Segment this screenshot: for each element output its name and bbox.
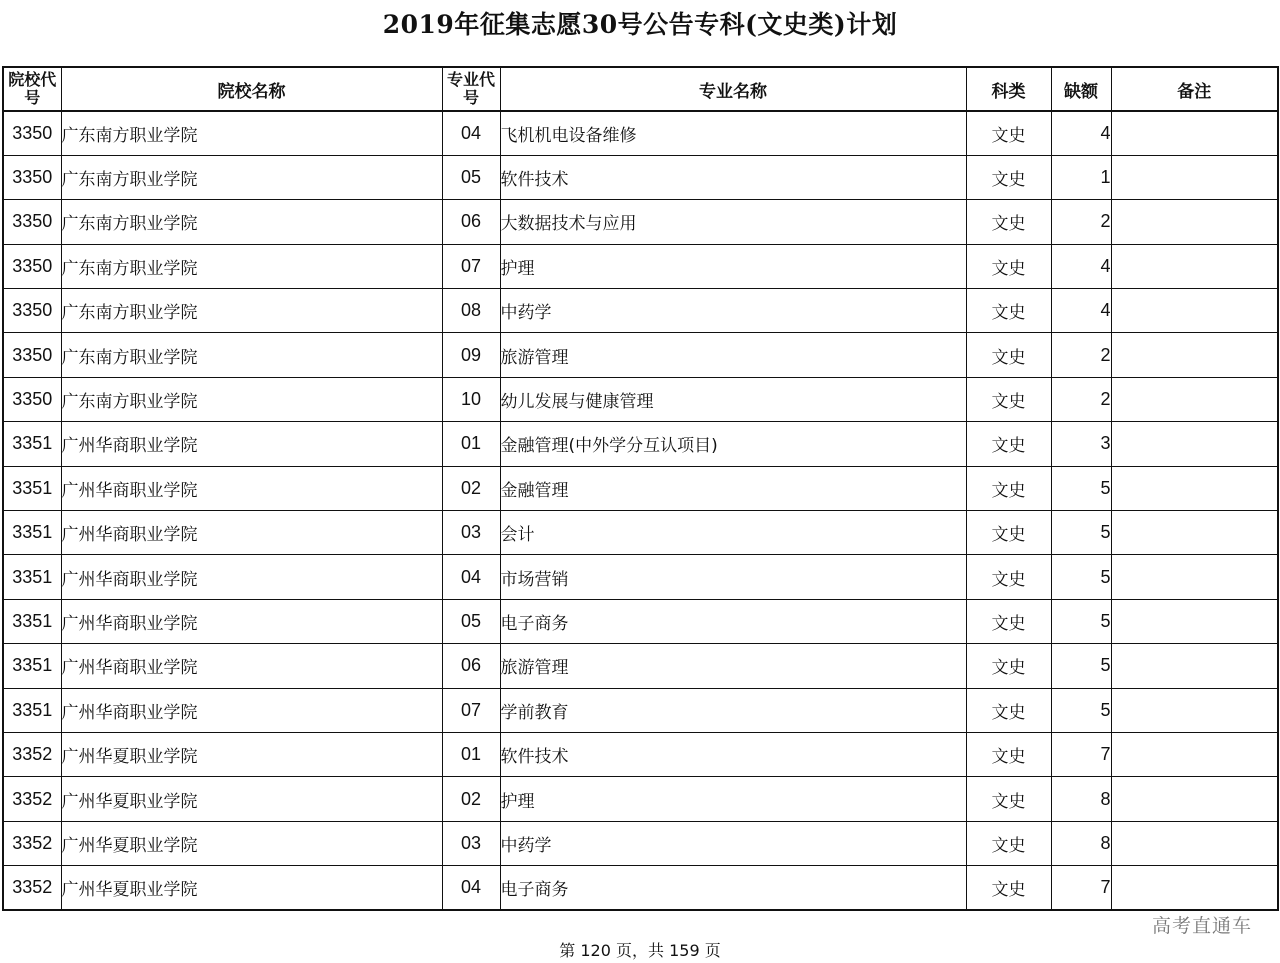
- cell-school-code: 3351: [3, 555, 61, 599]
- cell-school-name: 广州华商职业学院: [61, 688, 442, 732]
- cell-vacancy: 4: [1051, 244, 1111, 288]
- cell-vacancy: 4: [1051, 111, 1111, 155]
- cell-vacancy: 5: [1051, 511, 1111, 555]
- cell-vacancy: 7: [1051, 732, 1111, 776]
- cell-major-code: 03: [442, 821, 500, 865]
- page-title: 2019年征集志愿30号公告专科(文史类)计划: [382, 10, 898, 39]
- cell-major-code: 03: [442, 511, 500, 555]
- table-row: [3, 821, 1278, 865]
- cell-category: 文史: [966, 111, 1051, 155]
- cell-major-code: 09: [442, 333, 500, 377]
- cell-category: 文史: [966, 555, 1051, 599]
- cell-vacancy: 5: [1051, 688, 1111, 732]
- cell-school-code: 3350: [3, 333, 61, 377]
- cell-school-code: 3350: [3, 377, 61, 421]
- cell-major-name: 会计: [500, 511, 966, 555]
- table-row: [3, 422, 1278, 466]
- header-major-code: 专业代号: [442, 67, 500, 111]
- cell-category: 文史: [966, 466, 1051, 510]
- cell-major-name: 市场营销: [500, 555, 966, 599]
- cell-category: 文史: [966, 866, 1051, 910]
- cell-school-code: 3350: [3, 111, 61, 155]
- table-row: [3, 511, 1278, 555]
- table-row: [3, 732, 1278, 776]
- table-row: [3, 377, 1278, 421]
- table-row: [3, 555, 1278, 599]
- cell-school-code: 3351: [3, 466, 61, 510]
- cell-major-code: 01: [442, 422, 500, 466]
- cell-major-name: 旅游管理: [500, 644, 966, 688]
- cell-category: 文史: [966, 688, 1051, 732]
- table-row: [3, 333, 1278, 377]
- cell-school-name: 广州华夏职业学院: [61, 866, 442, 910]
- cell-major-code: 07: [442, 244, 500, 288]
- cell-school-name: 广州华夏职业学院: [61, 777, 442, 821]
- cell-vacancy: 2: [1051, 200, 1111, 244]
- table-row: [3, 111, 1278, 155]
- cell-vacancy: 5: [1051, 644, 1111, 688]
- table-row: [3, 644, 1278, 688]
- cell-remarks: [1111, 732, 1278, 776]
- cell-school-name: 广州华商职业学院: [61, 555, 442, 599]
- cell-school-name: 广州华夏职业学院: [61, 821, 442, 865]
- cell-major-name: 飞机机电设备维修: [500, 111, 966, 155]
- cell-major-name: 幼儿发展与健康管理: [500, 377, 966, 421]
- table-row: [3, 466, 1278, 510]
- cell-major-code: 02: [442, 466, 500, 510]
- table-row: [3, 688, 1278, 732]
- cell-major-code: 06: [442, 644, 500, 688]
- cell-school-code: 3351: [3, 644, 61, 688]
- cell-major-code: 05: [442, 599, 500, 643]
- cell-major-name: 护理: [500, 244, 966, 288]
- cell-remarks: [1111, 333, 1278, 377]
- cell-school-code: 3351: [3, 688, 61, 732]
- cell-major-name: 大数据技术与应用: [500, 200, 966, 244]
- cell-major-name: 学前教育: [500, 688, 966, 732]
- table-body: [3, 111, 1278, 910]
- cell-category: 文史: [966, 333, 1051, 377]
- table-row: [3, 289, 1278, 333]
- cell-school-name: 广东南方职业学院: [61, 111, 442, 155]
- cell-major-name: 中药学: [500, 821, 966, 865]
- header-major-name: 专业名称: [500, 67, 966, 111]
- cell-major-code: 05: [442, 155, 500, 199]
- cell-school-code: 3350: [3, 155, 61, 199]
- cell-school-name: 广东南方职业学院: [61, 289, 442, 333]
- cell-major-code: 07: [442, 688, 500, 732]
- cell-major-code: 08: [442, 289, 500, 333]
- cell-school-name: 广东南方职业学院: [61, 333, 442, 377]
- cell-major-code: 04: [442, 555, 500, 599]
- cell-major-name: 电子商务: [500, 866, 966, 910]
- cell-school-name: 广东南方职业学院: [61, 244, 442, 288]
- cell-major-code: 06: [442, 200, 500, 244]
- cell-major-code: 10: [442, 377, 500, 421]
- table-row: [3, 599, 1278, 643]
- cell-remarks: [1111, 466, 1278, 510]
- header-vacancy: 缺额: [1051, 67, 1111, 111]
- watermark: 高考直通车: [1151, 915, 1252, 937]
- cell-major-name: 中药学: [500, 289, 966, 333]
- cell-school-code: 3352: [3, 732, 61, 776]
- cell-major-name: 金融管理: [500, 466, 966, 510]
- cell-school-code: 3350: [3, 244, 61, 288]
- cell-school-name: 广州华夏职业学院: [61, 732, 442, 776]
- cell-major-code: 04: [442, 866, 500, 910]
- cell-remarks: [1111, 599, 1278, 643]
- header-school-code: 院校代号: [3, 67, 61, 111]
- cell-school-code: 3352: [3, 866, 61, 910]
- cell-vacancy: 5: [1051, 599, 1111, 643]
- cell-category: 文史: [966, 422, 1051, 466]
- cell-remarks: [1111, 377, 1278, 421]
- cell-category: 文史: [966, 644, 1051, 688]
- cell-vacancy: 8: [1051, 821, 1111, 865]
- cell-major-name: 护理: [500, 777, 966, 821]
- cell-school-name: 广州华商职业学院: [61, 511, 442, 555]
- table-row: [3, 244, 1278, 288]
- cell-school-code: 3350: [3, 200, 61, 244]
- cell-remarks: [1111, 422, 1278, 466]
- table-row: [3, 155, 1278, 199]
- table-row: [3, 200, 1278, 244]
- cell-major-name: 软件技术: [500, 732, 966, 776]
- cell-school-code: 3351: [3, 422, 61, 466]
- cell-school-code: 3352: [3, 777, 61, 821]
- cell-category: 文史: [966, 155, 1051, 199]
- cell-category: 文史: [966, 821, 1051, 865]
- cell-major-code: 01: [442, 732, 500, 776]
- cell-school-name: 广州华商职业学院: [61, 599, 442, 643]
- header-category: 科类: [966, 67, 1051, 111]
- cell-remarks: [1111, 289, 1278, 333]
- cell-vacancy: 5: [1051, 555, 1111, 599]
- cell-remarks: [1111, 644, 1278, 688]
- cell-vacancy: 7: [1051, 866, 1111, 910]
- cell-school-code: 3351: [3, 511, 61, 555]
- header-remarks: 备注: [1111, 67, 1278, 111]
- page-footer: 第 120 页，共 159 页: [559, 941, 721, 960]
- cell-remarks: [1111, 511, 1278, 555]
- cell-category: 文史: [966, 511, 1051, 555]
- cell-school-name: 广东南方职业学院: [61, 155, 442, 199]
- cell-major-name: 电子商务: [500, 599, 966, 643]
- cell-remarks: [1111, 200, 1278, 244]
- cell-remarks: [1111, 244, 1278, 288]
- plan-table: [2, 66, 1279, 911]
- cell-remarks: [1111, 688, 1278, 732]
- cell-category: 文史: [966, 289, 1051, 333]
- cell-school-code: 3350: [3, 289, 61, 333]
- cell-major-code: 02: [442, 777, 500, 821]
- table-row: [3, 777, 1278, 821]
- cell-vacancy: 3: [1051, 422, 1111, 466]
- cell-school-name: 广州华商职业学院: [61, 466, 442, 510]
- cell-vacancy: 4: [1051, 289, 1111, 333]
- cell-category: 文史: [966, 377, 1051, 421]
- cell-vacancy: 8: [1051, 777, 1111, 821]
- cell-school-name: 广州华商职业学院: [61, 644, 442, 688]
- cell-remarks: [1111, 777, 1278, 821]
- table-row: [3, 866, 1278, 910]
- cell-remarks: [1111, 555, 1278, 599]
- header-school-name: 院校名称: [61, 67, 442, 111]
- cell-school-name: 广州华商职业学院: [61, 422, 442, 466]
- cell-school-code: 3351: [3, 599, 61, 643]
- cell-school-name: 广东南方职业学院: [61, 377, 442, 421]
- table-header-row: [3, 67, 1278, 111]
- cell-school-code: 3352: [3, 821, 61, 865]
- cell-vacancy: 2: [1051, 333, 1111, 377]
- cell-vacancy: 5: [1051, 466, 1111, 510]
- cell-category: 文史: [966, 599, 1051, 643]
- cell-vacancy: 1: [1051, 155, 1111, 199]
- cell-category: 文史: [966, 200, 1051, 244]
- cell-category: 文史: [966, 244, 1051, 288]
- cell-remarks: [1111, 111, 1278, 155]
- cell-vacancy: 2: [1051, 377, 1111, 421]
- cell-category: 文史: [966, 777, 1051, 821]
- cell-school-name: 广东南方职业学院: [61, 200, 442, 244]
- cell-category: 文史: [966, 732, 1051, 776]
- cell-remarks: [1111, 866, 1278, 910]
- cell-remarks: [1111, 155, 1278, 199]
- cell-major-name: 金融管理(中外学分互认项目): [500, 422, 966, 466]
- cell-major-name: 旅游管理: [500, 333, 966, 377]
- cell-remarks: [1111, 821, 1278, 865]
- cell-major-name: 软件技术: [500, 155, 966, 199]
- cell-major-code: 04: [442, 111, 500, 155]
